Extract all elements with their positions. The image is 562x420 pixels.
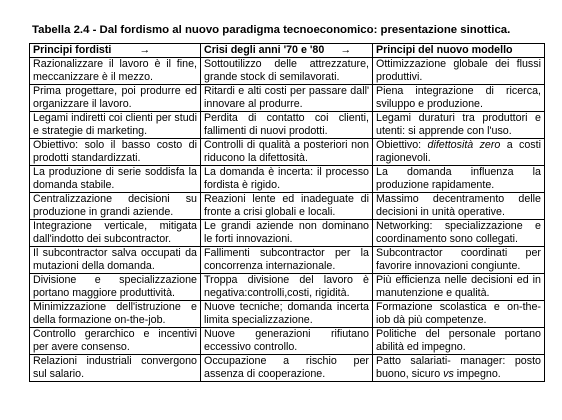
table-row: [30, 193, 545, 220]
cell-fordist-principle: La produzione di serie soddisfa la domanda stabile.: [30, 166, 201, 193]
header-row: [30, 44, 545, 58]
cell-fordist-principle: Relazioni industriali convergono sul salario.: [30, 355, 201, 382]
table-row: [30, 139, 545, 166]
cell-new-model: Piena integrazione di ricerca, sviluppo e produzione.: [373, 85, 545, 112]
cell-new-model: Networking: specializzazione e coordinamento sono collegati.: [373, 220, 545, 247]
cell-crisis: Fallimenti subcontractor per la concorrenza internazionale.: [201, 247, 373, 274]
arrow-right-icon: →: [340, 44, 352, 56]
cell-fordist-principle: Legami indiretti coi clienti per studi e strategie di marketing.: [30, 112, 201, 139]
cell-fordist-principle: Obiettivo: solo il basso costo di prodotti standardizzati.: [30, 139, 201, 166]
cell-crisis: Ritardi e alti costi per passare dall' innovare al produrre.: [201, 85, 373, 112]
emphasis-text: vs: [443, 367, 454, 380]
table-row: [30, 58, 545, 85]
table-row: [30, 355, 545, 382]
cell-new-model: Politiche del personale portano abilità ed impegno.: [373, 328, 545, 355]
header-nuovo-modello: Principi del nuovo modello: [373, 44, 545, 58]
cell-crisis: La domanda è incerta: il processo fordista è rigido.: [201, 166, 373, 193]
synoptic-table: [29, 43, 545, 382]
emphasis-text: difettosità zero: [427, 139, 501, 152]
cell-crisis: Nuove generazioni rifiutano eccessivo controllo.: [201, 328, 373, 355]
cell-new-model: Formazione scolastica e on-the-iob dà più competenze.: [373, 301, 545, 328]
table-caption: Tabella 2.4 - Dal fordismo al nuovo paradigma tecnoeconomico: presentazione sinottica.: [32, 24, 511, 36]
header-crisi: Crisi degli anni '70 e '80 →: [201, 44, 373, 58]
cell-new-model: Massimo decentramento delle decisioni in unità operative.: [373, 193, 545, 220]
table-row: [30, 112, 545, 139]
cell-fordist-principle: Prima progettare, poi produrre ed organizzare il lavoro.: [30, 85, 201, 112]
cell-crisis: Nuove tecniche; domanda incerta limita specializzazione.: [201, 301, 373, 328]
cell-fordist-principle: Integrazione verticale, mitigata dall'indotto dei subcontractor.: [30, 220, 201, 247]
cell-fordist-principle: Centralizzazione decisioni su produzione in grandi aziende.: [30, 193, 201, 220]
table-row: [30, 220, 545, 247]
cell-fordist-principle: Divisione e specializzazione portano maggiore produttività.: [30, 274, 201, 301]
cell-new-model: Più efficienza nelle decisioni ed in manutenzione e qualità.: [373, 274, 545, 301]
cell-new-model: Ottimizzazione globale dei flussi produttivi.: [373, 58, 545, 85]
cell-crisis: Reazioni lente ed inadeguate di fronte a crisi globali e locali.: [201, 193, 373, 220]
cell-fordist-principle: Controllo gerarchico e incentivi per avere consenso.: [30, 328, 201, 355]
table-row: [30, 301, 545, 328]
cell-fordist-principle: Il subcontractor salva occupati da mutazioni della domanda.: [30, 247, 201, 274]
table-row: [30, 328, 545, 355]
cell-fordist-principle: Minimizzazione dell'istruzione e della formazione on-the-job.: [30, 301, 201, 328]
table-row: [30, 85, 545, 112]
cell-crisis: Perdita di contatto coi clienti, fallimenti di nuovi prodotti.: [201, 112, 373, 139]
cell-new-model: Subcontractor coordinati per favorire innovazioni congiunte.: [373, 247, 545, 274]
cell-new-model: Obiettivo: difettosità zero a costi ragionevoli.: [373, 139, 545, 166]
cell-crisis: Troppa divisione del lavoro è negativa:controlli,costi, rigidità.: [201, 274, 373, 301]
header-principi-fordisti: Principi fordisti →: [30, 44, 201, 58]
table-row: [30, 274, 545, 301]
cell-new-model: La domanda influenza la produzione rapidamente.: [373, 166, 545, 193]
cell-fordist-principle: Razionalizzare il lavoro è il fine, meccanizzare è il mezzo.: [30, 58, 201, 85]
cell-crisis: Occupazione a rischio per assenza di cooperazione.: [201, 355, 373, 382]
cell-crisis: Sottoutilizzo delle attrezzature, grande stock di semilavorati.: [201, 58, 373, 85]
cell-new-model: Patto salariati- manager: posto buono, sicuro vs impegno.: [373, 355, 545, 382]
cell-crisis: Le grandi aziende non dominano le forti innovazioni.: [201, 220, 373, 247]
table-row: [30, 166, 545, 193]
cell-crisis: Controlli di qualità a posteriori non riducono la difettosità.: [201, 139, 373, 166]
table-row: [30, 247, 545, 274]
cell-new-model: Legami duraturi tra produttori e utenti: si apprende con l'uso.: [373, 112, 545, 139]
arrow-right-icon: →: [139, 44, 151, 56]
